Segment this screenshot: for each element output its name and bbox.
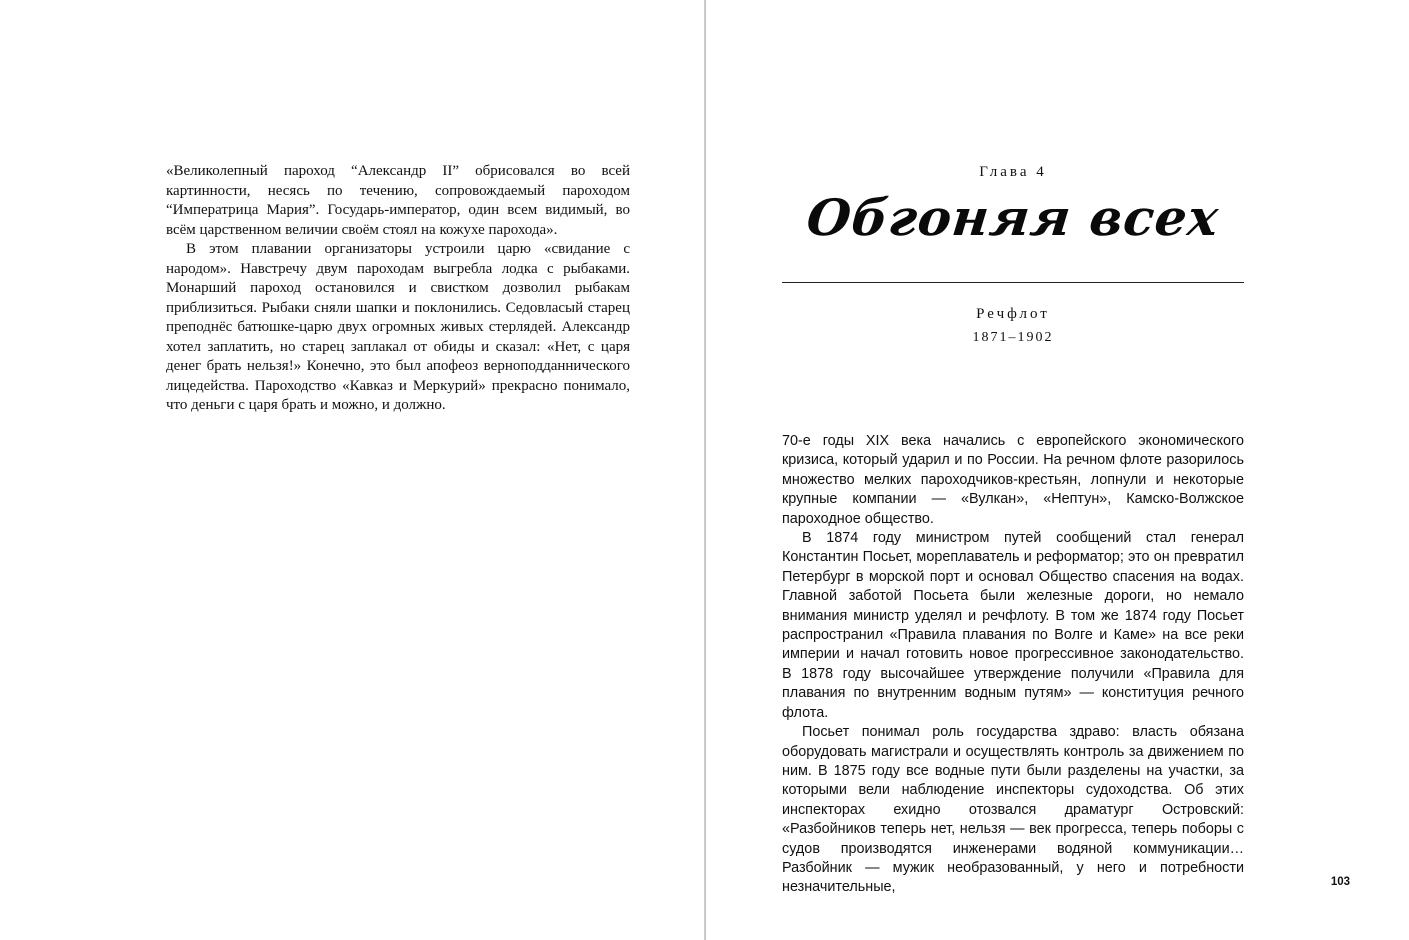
left-paragraph: «Великолепный пароход “Александр II” обрисовался во всей картинности, несясь по течению, сопровождаемый пароходом “Императрица Мария”. Государь-император, один всем видимый, во всём царственном величии своём стоял на кожухе парохода». <box>166 163 630 238</box>
chapter-label: Глава 4 <box>979 164 1047 180</box>
left-page-body <box>166 162 630 416</box>
left-paragraph: В этом плавании организаторы устроили царю «свидание с народом». Навстречу двум пароходам выгребла лодка с рыбаками. Монарший пароход остановился и свистком дозволил рыбакам приблизиться. Рыбаки сняли шапки и поклонились. Седовласый старец преподнёс батюшке-царю двух огромных живых стерлядей. Александр хотел заплатить, но старец заплакал от обиды и сказал: «Нет, с царя денег брать нельзя!» Конечно, это был апофеоз верноподданнического лицедейства. Пароходство «Кавказ и Меркурий» прекрасно понимало, что деньги с царя брать и можно, и должно. <box>166 241 630 413</box>
right-paragraph: 70-е годы XIX века начались с европейского экономического кризиса, который ударил и по России. На речном флоте разорилось множество мелких пароходчиков-крестьян, лопнули и некоторые крупные компании — «Вулкан», «Нептун», Камско-Волжское пароходное общество. <box>782 433 1244 527</box>
book-gutter <box>704 0 706 940</box>
chapter-title: Обгоняя всех <box>804 188 1222 247</box>
right-page-body <box>782 432 1244 898</box>
page-number: 103 <box>1330 876 1350 888</box>
right-paragraph: В 1874 году министром путей сообщений стал генерал Константин Посьет, мореплаватель и реформатор; это он превратил Петербург в морской порт и основал Общество спасения на водах. Главной заботой Посьета были железные дороги, но немало внимания министр уделял и речфлоту. В том же 1874 году Посьет распространил «Правила плавания по Волге и Каме» на все реки империи и начал готовить новое прогрессивное законодательство. В 1878 году высочайшее утверждение получили «Правила для плавания по внутренним водным путям» — конституция речного флота. <box>782 530 1244 721</box>
section-years: 1871–1902 <box>972 330 1054 345</box>
heading-divider <box>782 282 1244 283</box>
right-paragraph: Посьет понимал роль государства здраво: власть обязана оборудовать магистрали и осуществлять контроль за движением по ним. В 1875 году все водные пути были разделены на участки, за которыми вели наблюдение инспекторы судоходства. Об этих инспекторах ехидно отозвался драматург Островский: «Разбойников теперь нет, нельзя — век прогресса, теперь поборы с судов производятся инженерами водяной коммуникации… Разбойник — мужик необразованный, у него и потребности незначительные, <box>782 724 1244 896</box>
section-name: Речфлот <box>976 306 1050 322</box>
